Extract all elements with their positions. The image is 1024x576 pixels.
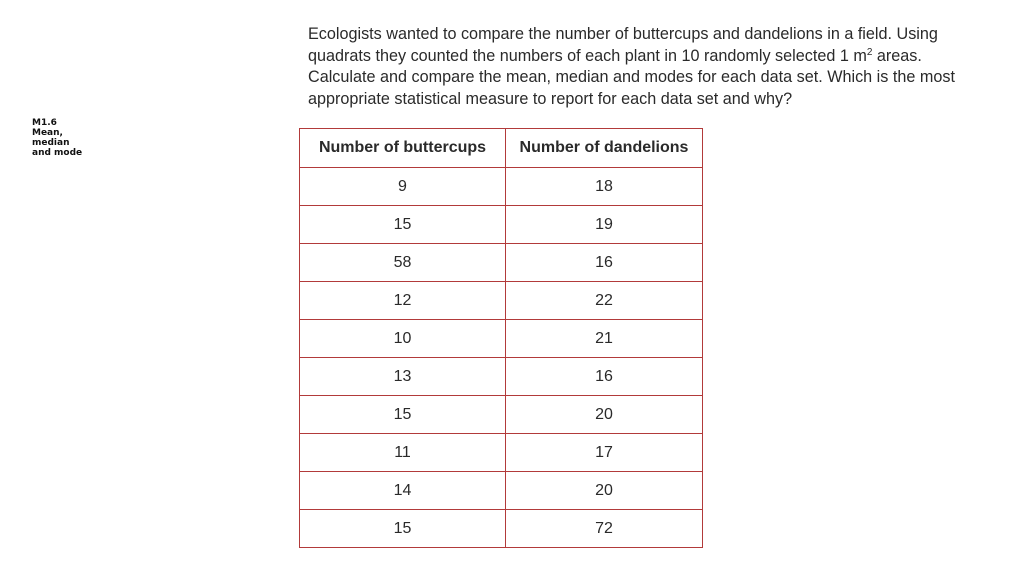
- section-label-line: M1.6: [32, 118, 57, 128]
- dandelions-cell: 16: [506, 358, 703, 396]
- section-label-line: Mean,: [32, 128, 63, 138]
- dandelions-cell: 20: [506, 396, 703, 434]
- table-row: [300, 320, 703, 358]
- table-row: [300, 358, 703, 396]
- dandelions-cell: 18: [506, 168, 703, 206]
- question-superscript: 2: [866, 46, 873, 58]
- buttercups-cell: 10: [300, 320, 506, 358]
- dandelions-cell: 17: [506, 434, 703, 472]
- table-row: [300, 472, 703, 510]
- dandelions-cell: 21: [506, 320, 703, 358]
- section-label: [32, 118, 112, 158]
- buttercups-cell: 15: [300, 206, 506, 244]
- table-row: [300, 168, 703, 206]
- column-header-buttercups: Number of buttercups: [300, 129, 506, 168]
- table-row: [300, 434, 703, 472]
- column-header-dandelions: Number of dandelions: [506, 129, 703, 168]
- buttercups-cell: 15: [300, 396, 506, 434]
- section-label-line: median: [32, 138, 70, 148]
- question-text-part2: areas. Calculate and compare the mean, median and modes for each data set. Which is the most appropriate statistical measure to report for each data set and why?: [308, 46, 955, 108]
- table-row: [300, 244, 703, 282]
- dandelions-cell: 22: [506, 282, 703, 320]
- table-row: [300, 206, 703, 244]
- question-text: [308, 24, 988, 110]
- dandelions-cell: 19: [506, 206, 703, 244]
- question-text-part1: Ecologists wanted to compare the number of buttercups and dandelions in a field. Using quadrats they counted the numbers of each plant in 10 randomly selected 1 m: [308, 25, 938, 65]
- buttercups-cell: 9: [300, 168, 506, 206]
- section-label-line: and mode: [32, 148, 83, 158]
- table-row: [300, 282, 703, 320]
- dandelions-cell: 20: [506, 472, 703, 510]
- buttercups-cell: 11: [300, 434, 506, 472]
- buttercups-cell: 12: [300, 282, 506, 320]
- dandelions-cell: 16: [506, 244, 703, 282]
- table-row: [300, 510, 703, 548]
- table-row: [300, 396, 703, 434]
- plant-count-table: [299, 128, 703, 548]
- buttercups-cell: 58: [300, 244, 506, 282]
- buttercups-cell: 15: [300, 510, 506, 548]
- table-header-row: [300, 129, 703, 168]
- dandelions-cell: 72: [506, 510, 703, 548]
- buttercups-cell: 14: [300, 472, 506, 510]
- buttercups-cell: 13: [300, 358, 506, 396]
